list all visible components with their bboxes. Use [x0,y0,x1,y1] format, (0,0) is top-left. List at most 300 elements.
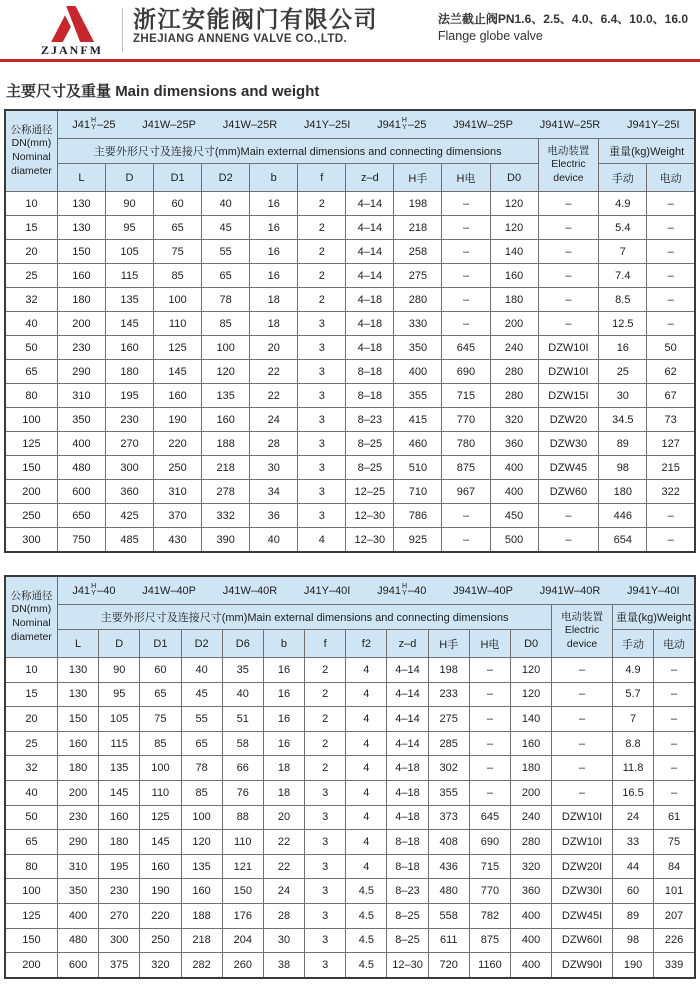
table-row [5,192,695,216]
table-cell: 645 [442,336,490,360]
table-cell: 350 [394,336,442,360]
table-cell: 120 [511,682,552,707]
dn-cell: 65 [5,830,57,855]
table-cell: 135 [106,288,154,312]
table-cell: 120 [490,192,538,216]
table-cell: 12–30 [346,504,394,528]
header-divider [122,8,123,52]
col-header: f [298,164,346,192]
weight-col-header: 电动 [654,630,695,658]
table-cell: 690 [469,830,510,855]
table-cell: 320 [490,408,538,432]
table-cell: 782 [469,903,510,928]
table-cell: 16 [263,682,304,707]
table-cell: 110 [140,780,181,805]
table-cell: 75 [654,830,695,855]
dn-cell: 15 [5,682,57,707]
table-cell: 226 [654,928,695,953]
table-cell: 558 [428,903,469,928]
table-cell: 160 [106,336,154,360]
table-cell: 720 [428,953,469,978]
table-cell: 480 [57,928,98,953]
table-cell: 240 [511,805,552,830]
table-cell: – [538,264,599,288]
table-cell: 75 [140,707,181,732]
col-header: D2 [181,630,222,658]
table-cell: – [442,528,490,553]
table-cell: 195 [106,384,154,408]
table-cell: 66 [222,756,263,781]
table-cell: 280 [490,384,538,408]
table-cell: 55 [202,240,250,264]
table-cell: – [538,528,599,553]
table-cell: – [538,240,599,264]
table-cell: 715 [442,384,490,408]
table-cell: 125 [140,805,181,830]
table-cell: 35 [222,658,263,683]
table-cell: – [654,731,695,756]
table-cell: 30 [263,928,304,953]
table-cell: 2 [305,658,346,683]
table-cell: 250 [140,928,181,953]
table-cell: 8–25 [387,903,428,928]
table-cell: 4–18 [346,288,394,312]
table-cell: 190 [140,879,181,904]
table-cell: 400 [511,903,552,928]
table-cell: 690 [442,360,490,384]
valve-model-label: J41Y–25I [303,118,351,131]
table-cell: 320 [140,953,181,978]
table-cell: 75 [154,240,202,264]
table-cell: 160 [99,805,140,830]
table-cell: 460 [394,432,442,456]
table-cell: 2 [298,216,346,240]
table-cell: 408 [428,830,469,855]
table-row [5,384,695,408]
table-cell: DZW15I [538,384,599,408]
table-cell: 600 [57,953,98,978]
table-cell: 95 [106,216,154,240]
valve-model-label: J941W–40R [539,584,601,597]
table-cell: 176 [222,903,263,928]
table-cell: 44 [612,854,653,879]
table-cell: 3 [305,854,346,879]
table-cell: 450 [490,504,538,528]
table-cell: 55 [181,707,222,732]
table-cell: 25 [599,360,647,384]
table-cell: 400 [511,928,552,953]
table-cell: DZW10I [552,830,613,855]
table-cell: – [654,682,695,707]
table-cell: 710 [394,480,442,504]
table-cell: 390 [202,528,250,553]
table-cell: 22 [263,854,304,879]
table-cell: 98 [599,456,647,480]
table-cell: – [442,192,490,216]
table-cell: 200 [57,780,98,805]
table-cell: 78 [181,756,222,781]
table-cell: 65 [181,731,222,756]
logo-text: ZJANFM [41,43,103,57]
col-header: H手 [394,164,442,192]
table-cell: 18 [263,756,304,781]
table-cell: 5.4 [599,216,647,240]
table-cell: 350 [57,879,98,904]
table-cell: 430 [154,528,202,553]
table-cell: DZW10I [538,336,599,360]
table-cell: 12–30 [346,528,394,553]
table-cell: 89 [612,903,653,928]
table-cell: – [538,288,599,312]
col-header: f2 [346,630,387,658]
table-cell: 485 [106,528,154,553]
table-cell: – [647,264,695,288]
table-row [5,658,695,683]
table-cell: 145 [140,830,181,855]
table-cell: 30 [250,456,298,480]
dn-cell: 200 [5,480,57,504]
table-cell: DZW20 [538,408,599,432]
dn-cell: 20 [5,707,57,732]
table-cell: 280 [394,288,442,312]
table-cell: 16 [250,264,298,288]
table-row [5,336,695,360]
table-cell: 12–30 [387,953,428,978]
table-cell: 510 [394,456,442,480]
table-cell: 270 [106,432,154,456]
table-cell: 4 [346,830,387,855]
table-cell: 2 [298,288,346,312]
table-cell: 180 [99,830,140,855]
table-cell: 218 [202,456,250,480]
table-cell: 84 [654,854,695,879]
table-cell: 446 [599,504,647,528]
table-cell: 4 [346,805,387,830]
table-cell: 233 [428,682,469,707]
table-cell: 85 [140,731,181,756]
table-cell: 130 [57,658,98,683]
table-cell: 22 [250,360,298,384]
valve-model-label: J41 H Y –25 [72,117,116,131]
table-cell: 65 [140,682,181,707]
table-cell: 130 [57,682,98,707]
table-cell: 282 [181,953,222,978]
table-cell: 4 [346,658,387,683]
table-cell: DZW10I [552,805,613,830]
table-cell: – [552,731,613,756]
table-cell: 360 [511,879,552,904]
table-cell: 330 [394,312,442,336]
table-cell: 105 [99,707,140,732]
table-cell: 400 [490,456,538,480]
dn-cell: 100 [5,408,57,432]
table-cell: 425 [106,504,154,528]
table-cell: 125 [154,336,202,360]
table-cell: – [647,192,695,216]
table-cell: 300 [99,928,140,953]
table-cell: 218 [181,928,222,953]
table-cell: 400 [511,953,552,978]
table-cell: 4.5 [346,953,387,978]
table-cell: 280 [511,830,552,855]
table-cell: 500 [490,528,538,553]
table-cell: – [442,504,490,528]
dimensions-group-header: 主要外形尺寸及连接尺寸(mm)Main external dimensions and connecting dimensions [57,139,538,164]
table-cell: 3 [298,336,346,360]
table-cell: 160 [490,264,538,288]
table-cell: 145 [99,780,140,805]
table-cell: 130 [57,216,105,240]
dn-cell: 250 [5,504,57,528]
table-cell: 310 [57,384,105,408]
table-cell: 278 [202,480,250,504]
table-cell: 85 [181,780,222,805]
table-cell: 3 [305,879,346,904]
table-cell: 34.5 [599,408,647,432]
table-cell: – [552,707,613,732]
electric-device-header: 电动装置 Electric device [538,139,599,192]
table-cell: 11.8 [612,756,653,781]
valve-model-label: J41W–40R [222,584,278,597]
table-cell: 275 [428,707,469,732]
table-cell: 320 [511,854,552,879]
table-cell: 135 [181,854,222,879]
table-cell: 322 [647,480,695,504]
weight-group-header: 重量(kg)Weight [612,605,695,630]
dn-cell: 80 [5,854,57,879]
table-cell: DZW10I [538,360,599,384]
table-cell: 160 [57,264,105,288]
table-row [5,240,695,264]
table-cell: 230 [99,879,140,904]
table-cell: DZW45I [552,903,613,928]
table-cell: 2 [298,240,346,264]
model-names-header [57,576,695,605]
valve-model-label: J941Y–25I [626,118,680,131]
table-cell: – [469,731,510,756]
weight-col-header: 手动 [599,164,647,192]
table-row [5,756,695,781]
table-cell: 120 [181,830,222,855]
dn-cell: 300 [5,528,57,553]
table-cell: – [469,780,510,805]
table-cell: 770 [442,408,490,432]
table-cell: 770 [469,879,510,904]
table-row [5,360,695,384]
table-cell: 12.5 [599,312,647,336]
table-cell: 400 [57,903,98,928]
table-cell: 101 [654,879,695,904]
table-cell: – [538,312,599,336]
company-name-en: ZHEJIANG ANNENG VALVE CO.,LTD. [133,33,348,46]
table-cell: 30 [599,384,647,408]
table-row [5,264,695,288]
table-cell: 33 [612,830,653,855]
table-cell: 150 [222,879,263,904]
table-cell: 40 [222,682,263,707]
section-title-cn: 主要尺寸及重量 [6,83,112,100]
table-cell: 3 [305,953,346,978]
table-cell: 180 [57,288,105,312]
table-cell: – [442,312,490,336]
table-cell: 67 [647,384,695,408]
table-cell: 160 [154,384,202,408]
table-cell: 4.9 [599,192,647,216]
table-cell: 12–25 [346,480,394,504]
table-cell: 310 [57,854,98,879]
model-names-header [57,110,695,139]
table-cell: 373 [428,805,469,830]
table-cell: 61 [654,805,695,830]
table-cell: 400 [394,360,442,384]
table-cell: 204 [222,928,263,953]
table-cell: 100 [154,288,202,312]
table-row [5,805,695,830]
table-cell: 4–18 [346,336,394,360]
table-cell: DZW20I [552,854,613,879]
table-cell: 3 [305,830,346,855]
table-cell: 230 [57,805,98,830]
table-cell: 8–23 [346,408,394,432]
table-cell: 121 [222,854,263,879]
table-row [5,408,695,432]
table-cell: 4–14 [387,707,428,732]
table-cell: 4–18 [387,756,428,781]
table-gap [0,553,700,575]
table-cell: 654 [599,528,647,553]
table-cell: 5.7 [612,682,653,707]
table-row [5,780,695,805]
table-cell: 280 [490,360,538,384]
table-cell: 180 [599,480,647,504]
table-cell: 16 [250,216,298,240]
table-cell: 270 [99,903,140,928]
table-row [5,216,695,240]
table-cell: DZW90I [552,953,613,978]
table-cell: 4–14 [346,240,394,264]
valve-model-label: J41 H Y –40 [72,583,116,597]
table-cell: 200 [57,312,105,336]
table-cell: 95 [99,682,140,707]
table-cell: 127 [647,432,695,456]
dn-cell: 125 [5,903,57,928]
table-cell: 4–14 [346,216,394,240]
table-cell: 4 [346,731,387,756]
table-cell: 160 [202,408,250,432]
table-cell: 4–18 [387,780,428,805]
table-cell: 100 [140,756,181,781]
table-cell: 140 [511,707,552,732]
table-cell: 40 [181,658,222,683]
table-cell: 36 [250,504,298,528]
table-row [5,432,695,456]
table-cell: 4 [346,780,387,805]
table-cell: 2 [305,731,346,756]
table-cell: 100 [181,805,222,830]
table-cell: 230 [106,408,154,432]
table-cell: 20 [263,805,304,830]
product-title-cn: 法兰截止阀PN1.6、2.5、4.0、6.4、10.0、16.0 [437,12,688,26]
table-cell: 332 [202,504,250,528]
table-row [5,480,695,504]
table-cell: 4–14 [387,658,428,683]
company-name-block [133,6,378,45]
table-cell: 480 [428,879,469,904]
table-cell: 925 [394,528,442,553]
table-cell: 436 [428,854,469,879]
table-cell: 611 [428,928,469,953]
table-cell: 62 [647,360,695,384]
table-row [5,682,695,707]
table-cell: 16 [263,731,304,756]
table-cell: 100 [202,336,250,360]
table-cell: 4–14 [346,264,394,288]
dn-cell: 15 [5,216,57,240]
page-header [0,0,700,56]
table-cell: 786 [394,504,442,528]
table-cell: 76 [222,780,263,805]
dn-cell: 50 [5,336,57,360]
table-cell: DZW30 [538,432,599,456]
table-cell: 180 [511,756,552,781]
header-rule [0,59,700,62]
table-cell: – [647,312,695,336]
col-header: D6 [222,630,263,658]
table-cell: 88 [222,805,263,830]
col-header: D [99,630,140,658]
table-cell: – [442,216,490,240]
table-cell: 3 [298,456,346,480]
col-header: f [305,630,346,658]
table-cell: 85 [202,312,250,336]
table-cell: 3 [305,805,346,830]
table-cell: 160 [181,879,222,904]
table-cell: 4 [298,528,346,553]
table-cell: 3 [298,360,346,384]
table-cell: 50 [647,336,695,360]
table-row [5,854,695,879]
table-cell: 60 [154,192,202,216]
table-cell: 190 [154,408,202,432]
table-cell: 355 [428,780,469,805]
table-cell: 339 [654,953,695,978]
table-cell: 60 [612,879,653,904]
table-cell: 140 [490,240,538,264]
col-header: D1 [140,630,181,658]
section-title [6,80,694,101]
table-cell: 400 [57,432,105,456]
table-cell: 875 [469,928,510,953]
table-cell: 360 [490,432,538,456]
table-cell: 1160 [469,953,510,978]
col-header: b [263,630,304,658]
valve-model-label: J41W–40P [142,584,197,597]
table-cell: 4–14 [387,682,428,707]
table-cell: 4–14 [346,192,394,216]
table-cell: 750 [57,528,105,553]
dn-cell: 65 [5,360,57,384]
table-cell: 16 [250,240,298,264]
table-cell: 260 [222,953,263,978]
table-cell: 218 [394,216,442,240]
table-cell: 16 [250,192,298,216]
table-cell: 4.5 [346,928,387,953]
col-header: z–d [346,164,394,192]
table-cell: 198 [428,658,469,683]
col-header: D1 [154,164,202,192]
table-cell: – [654,707,695,732]
table-cell: DZW60I [552,928,613,953]
